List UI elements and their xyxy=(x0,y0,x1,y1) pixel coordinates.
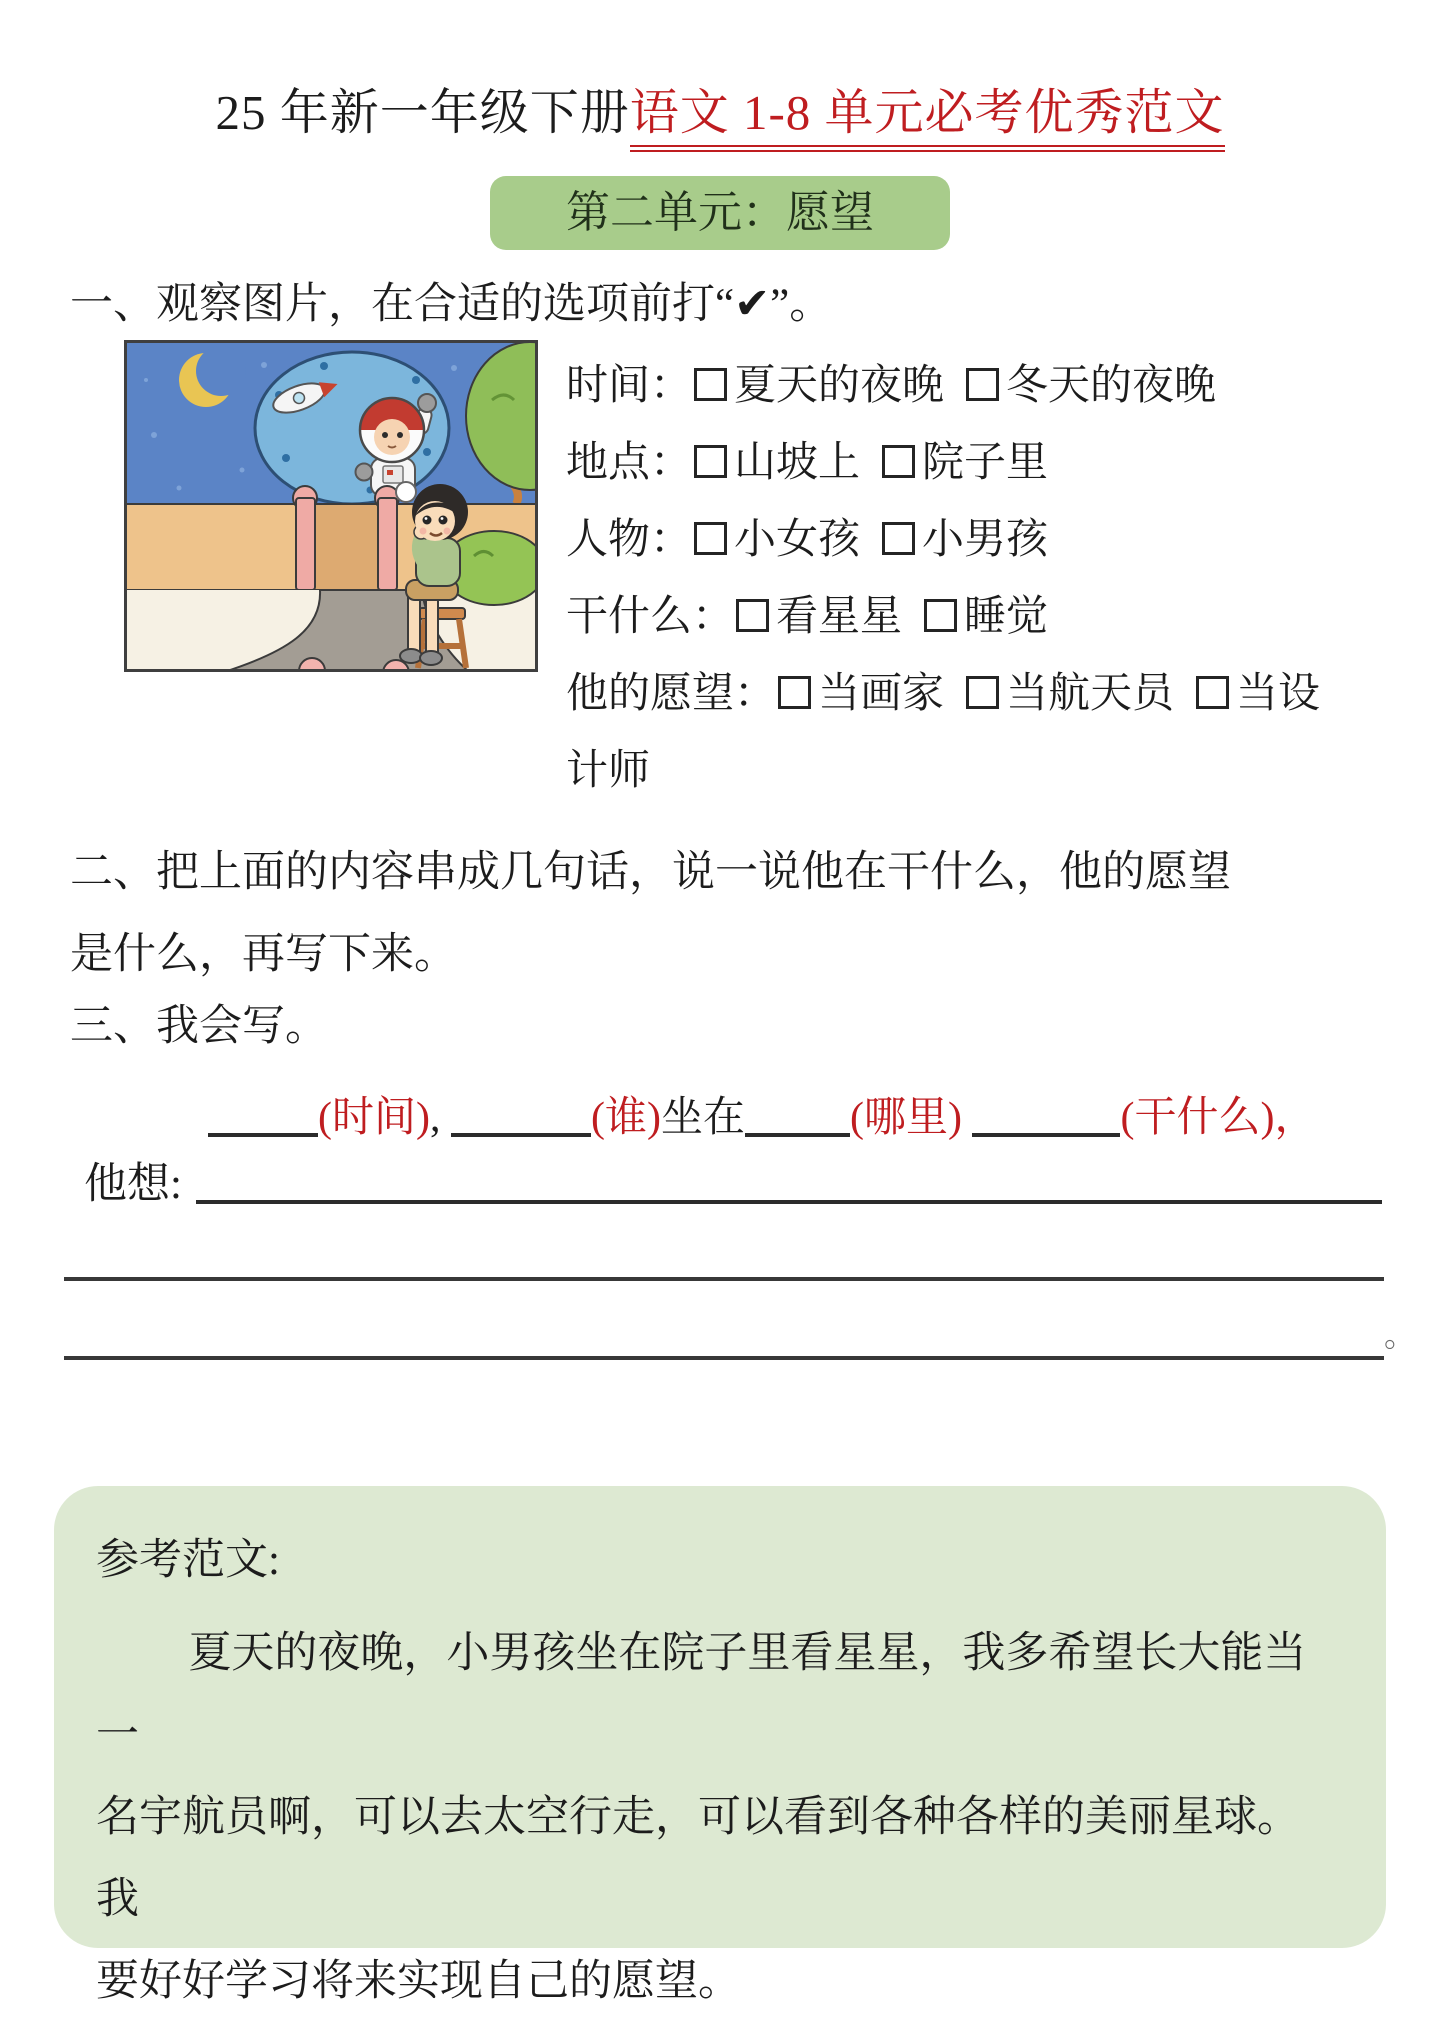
option-text: 山坡上 xyxy=(734,440,861,486)
section-two-line: 是什么，再写下来。 xyxy=(70,931,457,978)
he-thinks-label: 他想: xyxy=(84,1161,182,1208)
reference-line: 要好好学习将来实现自己的愿望。 xyxy=(96,1958,741,2005)
checkbox xyxy=(694,445,727,478)
checkbox xyxy=(882,445,915,478)
blank-where xyxy=(745,1091,850,1137)
reference-line: 夏天的夜晚，小男孩坐在院子里看星星，我多希望长大能当一 xyxy=(96,1630,1307,1759)
checkbox-options-block xyxy=(566,348,1361,810)
section-one-heading: 一、观察图片，在合适的选项前打“✔”。 xyxy=(70,281,833,328)
option-text: 看星星 xyxy=(776,594,903,640)
writing-rule-line xyxy=(64,1356,1384,1360)
option-text: 当画家 xyxy=(818,671,945,717)
comma: , xyxy=(429,1095,441,1141)
option-row-person xyxy=(566,502,1361,579)
option-row-label: 干什么： xyxy=(566,594,735,640)
option-row-activity xyxy=(566,579,1361,656)
hint-where: (哪里) xyxy=(849,1095,962,1141)
page-title xyxy=(0,74,1440,144)
red-comma: ， xyxy=(1274,1095,1317,1141)
title-black-text: 25 年新一年级下册 xyxy=(215,85,630,140)
end-period: 。 xyxy=(1384,1317,1417,1353)
hint-what: (干什么) xyxy=(1120,1095,1275,1141)
option-row-label: 时间： xyxy=(566,363,693,409)
title-red-underlined-text: 语文 1-8 单元必考优秀范文 xyxy=(630,85,1225,152)
option-text: 小女孩 xyxy=(734,517,861,563)
writing-blank xyxy=(196,1158,1382,1204)
he-thinks-line xyxy=(84,1150,1382,1211)
option-row-time xyxy=(566,348,1361,425)
sit-text: 坐在 xyxy=(660,1095,745,1141)
scene-illustration xyxy=(124,340,538,672)
checkbox xyxy=(694,522,727,555)
checkbox xyxy=(694,368,727,401)
unit-banner: 第二单元：愿望 xyxy=(490,176,950,250)
checkbox xyxy=(966,676,999,709)
checkbox xyxy=(778,676,811,709)
fill-in-the-blank-line xyxy=(70,1084,1316,1144)
hint-time: (时间) xyxy=(318,1095,430,1141)
blank-time xyxy=(208,1091,318,1137)
checkbox xyxy=(966,368,999,401)
option-row-label: 人物： xyxy=(566,517,693,563)
section-two-line: 二、把上面的内容串成几句话，说一说他在干什么，他的愿望 xyxy=(70,849,1231,896)
checkbox xyxy=(1196,676,1229,709)
option-text: 当设计师 xyxy=(566,671,1321,794)
section-three-heading: 三、我会写。 xyxy=(70,1003,328,1050)
writing-rule-line xyxy=(64,1277,1384,1281)
option-row-place xyxy=(566,425,1361,502)
hint-who: (谁) xyxy=(590,1095,661,1141)
reference-line: 名宇航员啊，可以去太空行走，可以看到各种各样的美丽星球。我 xyxy=(96,1794,1300,1923)
option-text: 睡觉 xyxy=(964,594,1049,640)
option-row-label: 他的愿望： xyxy=(566,671,777,717)
option-row-label: 地点： xyxy=(566,440,693,486)
option-text: 当航天员 xyxy=(1006,671,1175,717)
option-text: 院子里 xyxy=(922,440,1049,486)
option-text: 夏天的夜晚 xyxy=(734,363,945,409)
checkbox xyxy=(924,599,957,632)
section-two-heading xyxy=(70,832,1392,996)
option-row-wish xyxy=(566,656,1361,810)
checkbox xyxy=(736,599,769,632)
option-text: 小男孩 xyxy=(922,517,1049,563)
option-text: 冬天的夜晚 xyxy=(1006,363,1217,409)
checkbox xyxy=(882,522,915,555)
blank-who xyxy=(451,1091,591,1137)
reference-label: 参考范文: xyxy=(96,1537,280,1584)
reference-answer-box xyxy=(54,1486,1386,2005)
blank-what xyxy=(972,1091,1120,1137)
